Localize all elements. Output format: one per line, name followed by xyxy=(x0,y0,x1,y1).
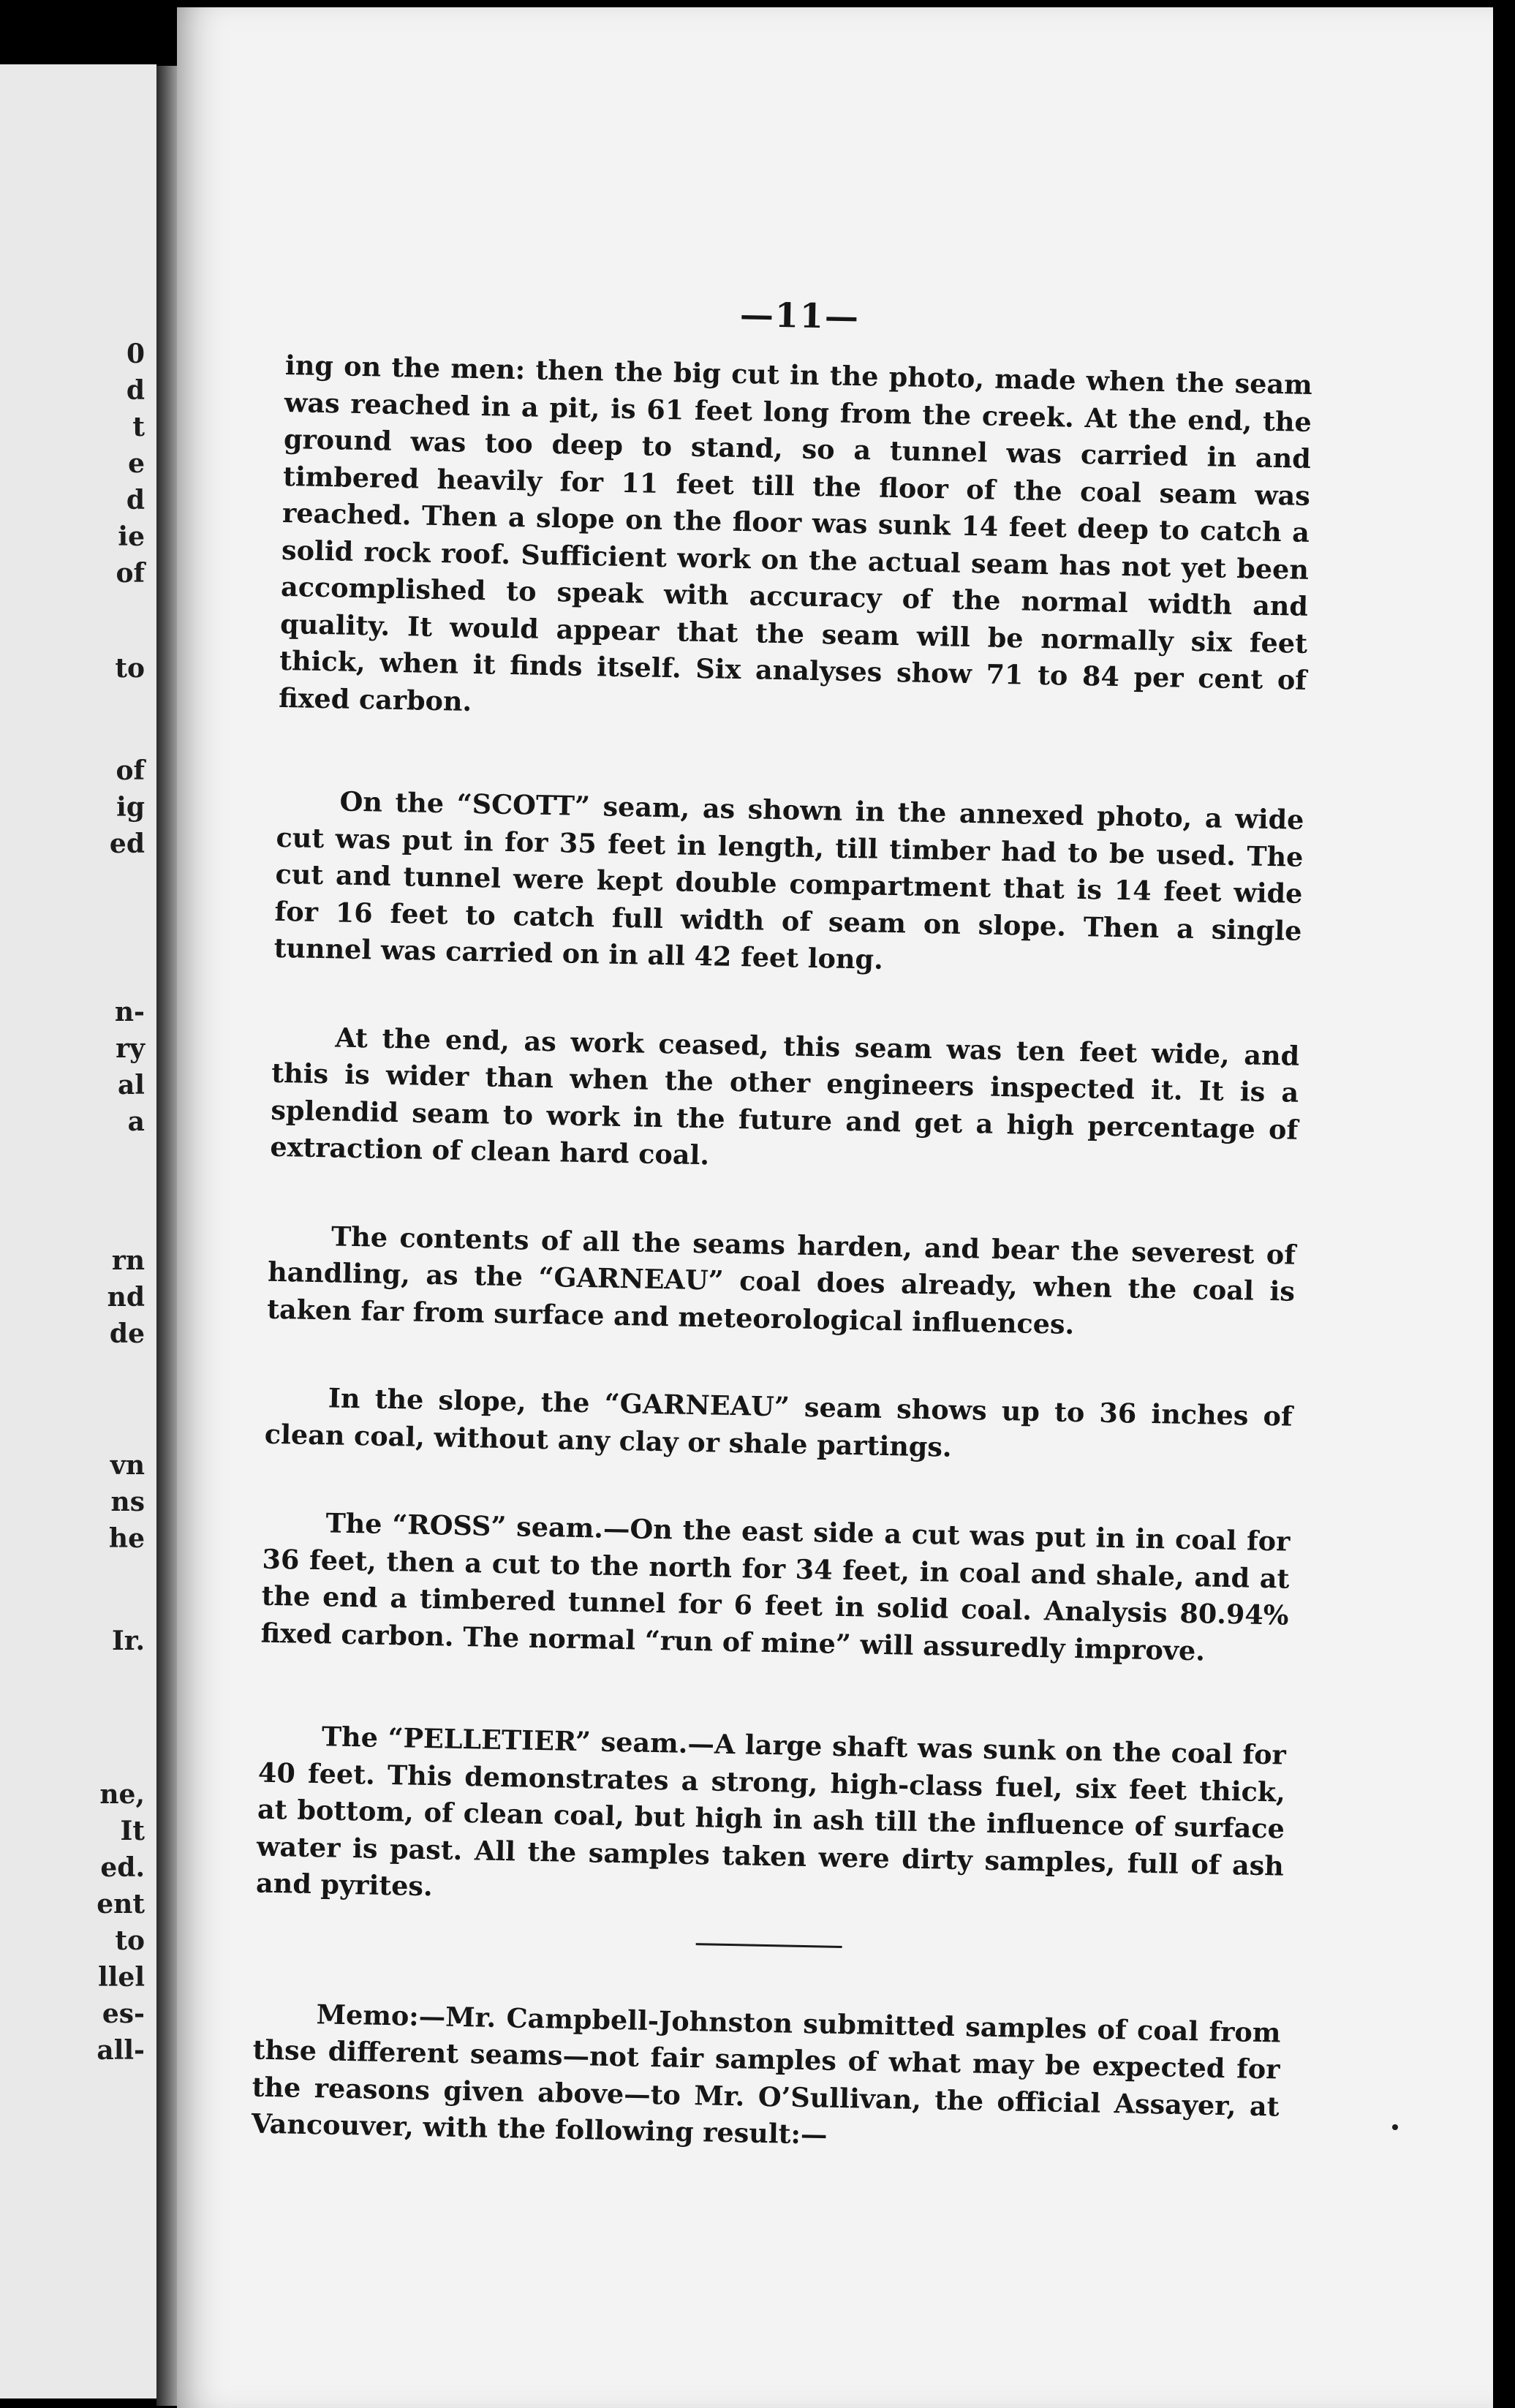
margin-fragment: de xyxy=(109,1318,145,1349)
margin-fragment: t xyxy=(132,412,145,442)
margin-fragment: al xyxy=(117,1070,145,1101)
margin-fragment: Ir. xyxy=(111,1626,145,1656)
margin-fragment: ed xyxy=(109,829,145,859)
paragraph-garneau-seam: In the slope, the “GARNEAU” seam shows up to 36 inches of clean coal, without any clay or shale partings. xyxy=(264,1382,1293,1463)
paragraph-seam-width: At the end, as work ceased, this seam was ten feet wide, and this is wider than when the other engineers inspected it. It is a splendid seam to work in the future and get a high percentage of extraction of clean hard coal. xyxy=(270,1021,1300,1171)
document-page xyxy=(177,7,1493,2408)
paragraph-scott-seam: On the “SCOTT” seam, as shown in the annexed photo, a wide cut was put in for 35 feet in length, till timber had to be used. The cut and tunnel were kept double compartment that is 14 feet wide for 16 feet to catch full width of seam on slope. Then a single tunnel was carried on in all 42 feet long. xyxy=(273,785,1304,975)
paragraph-ross-seam: The “ROSS” seam.—On the east side a cut was put in in coal for 36 feet, then a cut to the north for 34 feet, in coal and shale, and at the end a timbered tunnel for 6 feet in solid coal. Analysis 80.94% fixed carbon. The normal “run of mine” will assuredly improve. xyxy=(260,1507,1291,1667)
margin-fragment: of xyxy=(116,558,145,589)
margin-fragment: d xyxy=(126,375,145,406)
margin-fragment: ne, xyxy=(99,1779,145,1810)
previous-page-edge xyxy=(0,64,156,2398)
book-gutter xyxy=(156,66,177,2406)
margin-fragment: to xyxy=(115,1925,145,1956)
margin-fragment: llel xyxy=(98,1962,145,1993)
margin-fragment: he xyxy=(108,1523,145,1554)
margin-fragment: e xyxy=(128,448,145,479)
margin-fragment: es- xyxy=(102,1999,145,2029)
section-divider xyxy=(695,1943,842,1948)
margin-fragment: all- xyxy=(97,2035,145,2066)
paragraph-pelletier-seam: The “PELLETIER” seam.—A large shaft was sunk on the coal for 40 feet. This demonstrates a strong, high-class fuel, six feet thick, at bottom, of clean coal, but high in ash till the influence of surface water is past. All the samples taken were dirty samples, full of ash and pyrites. xyxy=(255,1721,1287,1903)
margin-fragment: ig xyxy=(116,792,145,823)
margin-fragment: nd xyxy=(107,1282,145,1313)
margin-fragment: n- xyxy=(114,997,145,1027)
page-number: —11— xyxy=(739,294,861,337)
margin-fragment: d xyxy=(126,485,145,516)
margin-fragment: ed. xyxy=(100,1852,145,1883)
paragraph-memo: Memo:—Mr. Campbell-Johnston submitted samples of coal from thse different seams—not fair samples of what may be expected for the reasons given above—to Mr. O’Sullivan, the official Assayer, at Vancouver, with the following result:— xyxy=(251,1998,1281,2151)
margin-fragment: rn xyxy=(111,1245,145,1276)
margin-fragment: a xyxy=(127,1106,145,1137)
margin-fragment: ent xyxy=(97,1889,145,1920)
margin-fragment: ie xyxy=(118,521,145,552)
paragraph-seam-contents: The contents of all the seams harden, and bear the severest of handling, as the “GARNEAU” coal does already, when the coal is taken far from surface and meteorological influences. xyxy=(266,1220,1296,1340)
ink-speck xyxy=(1392,2124,1398,2130)
page-content xyxy=(251,289,1314,2151)
margin-fragment: 0 xyxy=(126,339,145,369)
margin-fragment: ns xyxy=(110,1487,145,1517)
paragraph-continuation: ing on the men: then the big cut in the photo, made when the seam was reached in a pit, is 61 feet long from the creek. At the end, the ground was too deep to stand, so a tunnel was carried in and timbered heavily for 11 feet till the floor of the coal seam was reached. Then a slope on the floor was sunk 14 feet deep to catch a solid rock roof. Sufficient work on the actual seam has not yet been accomplished to speak with accuracy of the normal width and quality. It would appear that the seam will be normally six feet thick, when it finds itself. Six analyses show 71 to 84 per cent of fixed carbon. xyxy=(278,349,1313,717)
margin-fragment: of xyxy=(116,755,145,786)
body-text xyxy=(251,347,1312,2162)
margin-fragment: to xyxy=(115,653,145,684)
margin-fragment: It xyxy=(120,1816,145,1846)
margin-fragment: ry xyxy=(116,1033,145,1064)
margin-fragment: vn xyxy=(110,1450,145,1481)
